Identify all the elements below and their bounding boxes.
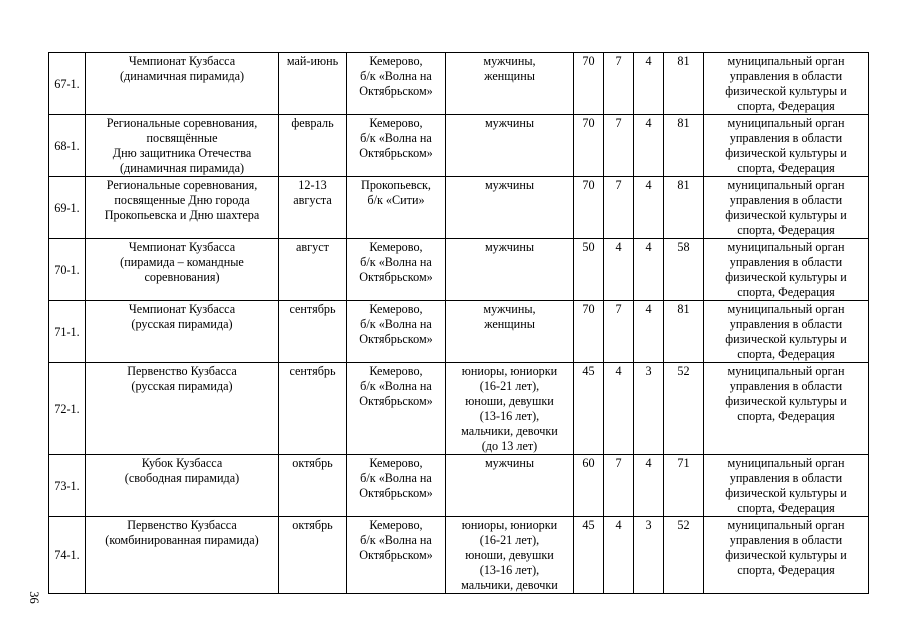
competition-venue: Кемерово, б/к «Волна на Октябрьском» bbox=[347, 115, 446, 177]
table-row bbox=[49, 177, 869, 239]
competition-name: Первенство Кузбасса (русская пирамида) bbox=[86, 363, 279, 455]
count-cell-3: 4 bbox=[634, 53, 664, 115]
competition-dates: октябрь bbox=[279, 455, 347, 517]
count-cell-2: 7 bbox=[604, 177, 634, 239]
competition-venue: Кемерово, б/к «Волна на Октябрьском» bbox=[347, 53, 446, 115]
organizer: муниципальный орган управления в области физической культуры и спорта, Федерация bbox=[704, 301, 869, 363]
table-row bbox=[49, 363, 869, 455]
participant-categories: юниоры, юниорки (16-21 лет), юноши, девушки (13-16 лет), мальчики, девочки bbox=[446, 517, 574, 594]
count-cell-2: 7 bbox=[604, 301, 634, 363]
competition-venue: Кемерово, б/к «Волна на Октябрьском» bbox=[347, 301, 446, 363]
count-cell-1: 50 bbox=[574, 239, 604, 301]
count-cell-3: 4 bbox=[634, 455, 664, 517]
organizer: муниципальный орган управления в области физической культуры и спорта, Федерация bbox=[704, 363, 869, 455]
count-cell-3: 4 bbox=[634, 301, 664, 363]
competition-name: Чемпионат Кузбасса (пирамида – командные соревнования) bbox=[86, 239, 279, 301]
competition-name: Чемпионат Кузбасса (динамичная пирамида) bbox=[86, 53, 279, 115]
competition-dates: 12-13 августа bbox=[279, 177, 347, 239]
organizer: муниципальный орган управления в области физической культуры и спорта, Федерация bbox=[704, 177, 869, 239]
competition-name: Кубок Кузбасса (свободная пирамида) bbox=[86, 455, 279, 517]
competition-dates: сентябрь bbox=[279, 301, 347, 363]
count-cell-1: 70 bbox=[574, 115, 604, 177]
count-cell-total: 81 bbox=[664, 115, 704, 177]
count-cell-2: 4 bbox=[604, 239, 634, 301]
count-cell-2: 4 bbox=[604, 363, 634, 455]
organizer: муниципальный орган управления в области физической культуры и спорта, Федерация bbox=[704, 517, 869, 594]
competition-name: Чемпионат Кузбасса (русская пирамида) bbox=[86, 301, 279, 363]
count-cell-1: 45 bbox=[574, 363, 604, 455]
count-cell-3: 4 bbox=[634, 115, 664, 177]
count-cell-total: 81 bbox=[664, 177, 704, 239]
table-row bbox=[49, 239, 869, 301]
row-number: 70-1. bbox=[49, 239, 86, 301]
row-number: 67-1. bbox=[49, 53, 86, 115]
count-cell-total: 71 bbox=[664, 455, 704, 517]
count-cell-1: 45 bbox=[574, 517, 604, 594]
competition-venue: Прокопьевск, б/к «Сити» bbox=[347, 177, 446, 239]
competition-schedule-table bbox=[48, 52, 869, 594]
table-row bbox=[49, 301, 869, 363]
participant-categories: мужчины bbox=[446, 455, 574, 517]
count-cell-3: 3 bbox=[634, 363, 664, 455]
participant-categories: мужчины, женщины bbox=[446, 53, 574, 115]
competition-name: Региональные соревнования, посвященные Дню города Прокопьевска и Дню шахтера bbox=[86, 177, 279, 239]
count-cell-1: 70 bbox=[574, 177, 604, 239]
count-cell-2: 7 bbox=[604, 115, 634, 177]
competition-dates: сентябрь bbox=[279, 363, 347, 455]
participant-categories: мужчины bbox=[446, 239, 574, 301]
count-cell-total: 58 bbox=[664, 239, 704, 301]
table-row bbox=[49, 53, 869, 115]
count-cell-total: 81 bbox=[664, 53, 704, 115]
count-cell-total: 81 bbox=[664, 301, 704, 363]
organizer: муниципальный орган управления в области физической культуры и спорта, Федерация bbox=[704, 115, 869, 177]
competition-name: Региональные соревнования, посвящённые Дню защитника Отечества (динамичная пирамида) bbox=[86, 115, 279, 177]
table-row bbox=[49, 115, 869, 177]
count-cell-3: 4 bbox=[634, 177, 664, 239]
count-cell-1: 70 bbox=[574, 301, 604, 363]
competition-venue: Кемерово, б/к «Волна на Октябрьском» bbox=[347, 455, 446, 517]
organizer: муниципальный орган управления в области физической культуры и спорта, Федерация bbox=[704, 239, 869, 301]
table-row bbox=[49, 517, 869, 594]
competition-dates: август bbox=[279, 239, 347, 301]
row-number: 71-1. bbox=[49, 301, 86, 363]
organizer: муниципальный орган управления в области физической культуры и спорта, Федерация bbox=[704, 53, 869, 115]
row-number: 74-1. bbox=[49, 517, 86, 594]
competition-name: Первенство Кузбасса (комбинированная пирамида) bbox=[86, 517, 279, 594]
count-cell-2: 7 bbox=[604, 53, 634, 115]
count-cell-2: 7 bbox=[604, 455, 634, 517]
competition-dates: февраль bbox=[279, 115, 347, 177]
count-cell-total: 52 bbox=[664, 517, 704, 594]
count-cell-total: 52 bbox=[664, 363, 704, 455]
row-number: 68-1. bbox=[49, 115, 86, 177]
page-number: 36 bbox=[26, 591, 41, 604]
row-number: 69-1. bbox=[49, 177, 86, 239]
organizer: муниципальный орган управления в области физической культуры и спорта, Федерация bbox=[704, 455, 869, 517]
competition-venue: Кемерово, б/к «Волна на Октябрьском» bbox=[347, 363, 446, 455]
row-number: 73-1. bbox=[49, 455, 86, 517]
competition-dates: октябрь bbox=[279, 517, 347, 594]
row-number: 72-1. bbox=[49, 363, 86, 455]
competition-venue: Кемерово, б/к «Волна на Октябрьском» bbox=[347, 517, 446, 594]
table-row bbox=[49, 455, 869, 517]
count-cell-1: 60 bbox=[574, 455, 604, 517]
participant-categories: мужчины bbox=[446, 177, 574, 239]
count-cell-2: 4 bbox=[604, 517, 634, 594]
participant-categories: мужчины, женщины bbox=[446, 301, 574, 363]
count-cell-3: 4 bbox=[634, 239, 664, 301]
competition-dates: май-июнь bbox=[279, 53, 347, 115]
count-cell-1: 70 bbox=[574, 53, 604, 115]
participant-categories: юниоры, юниорки (16-21 лет), юноши, девушки (13-16 лет), мальчики, девочки (до 13 лет) bbox=[446, 363, 574, 455]
participant-categories: мужчины bbox=[446, 115, 574, 177]
competition-venue: Кемерово, б/к «Волна на Октябрьском» bbox=[347, 239, 446, 301]
count-cell-3: 3 bbox=[634, 517, 664, 594]
